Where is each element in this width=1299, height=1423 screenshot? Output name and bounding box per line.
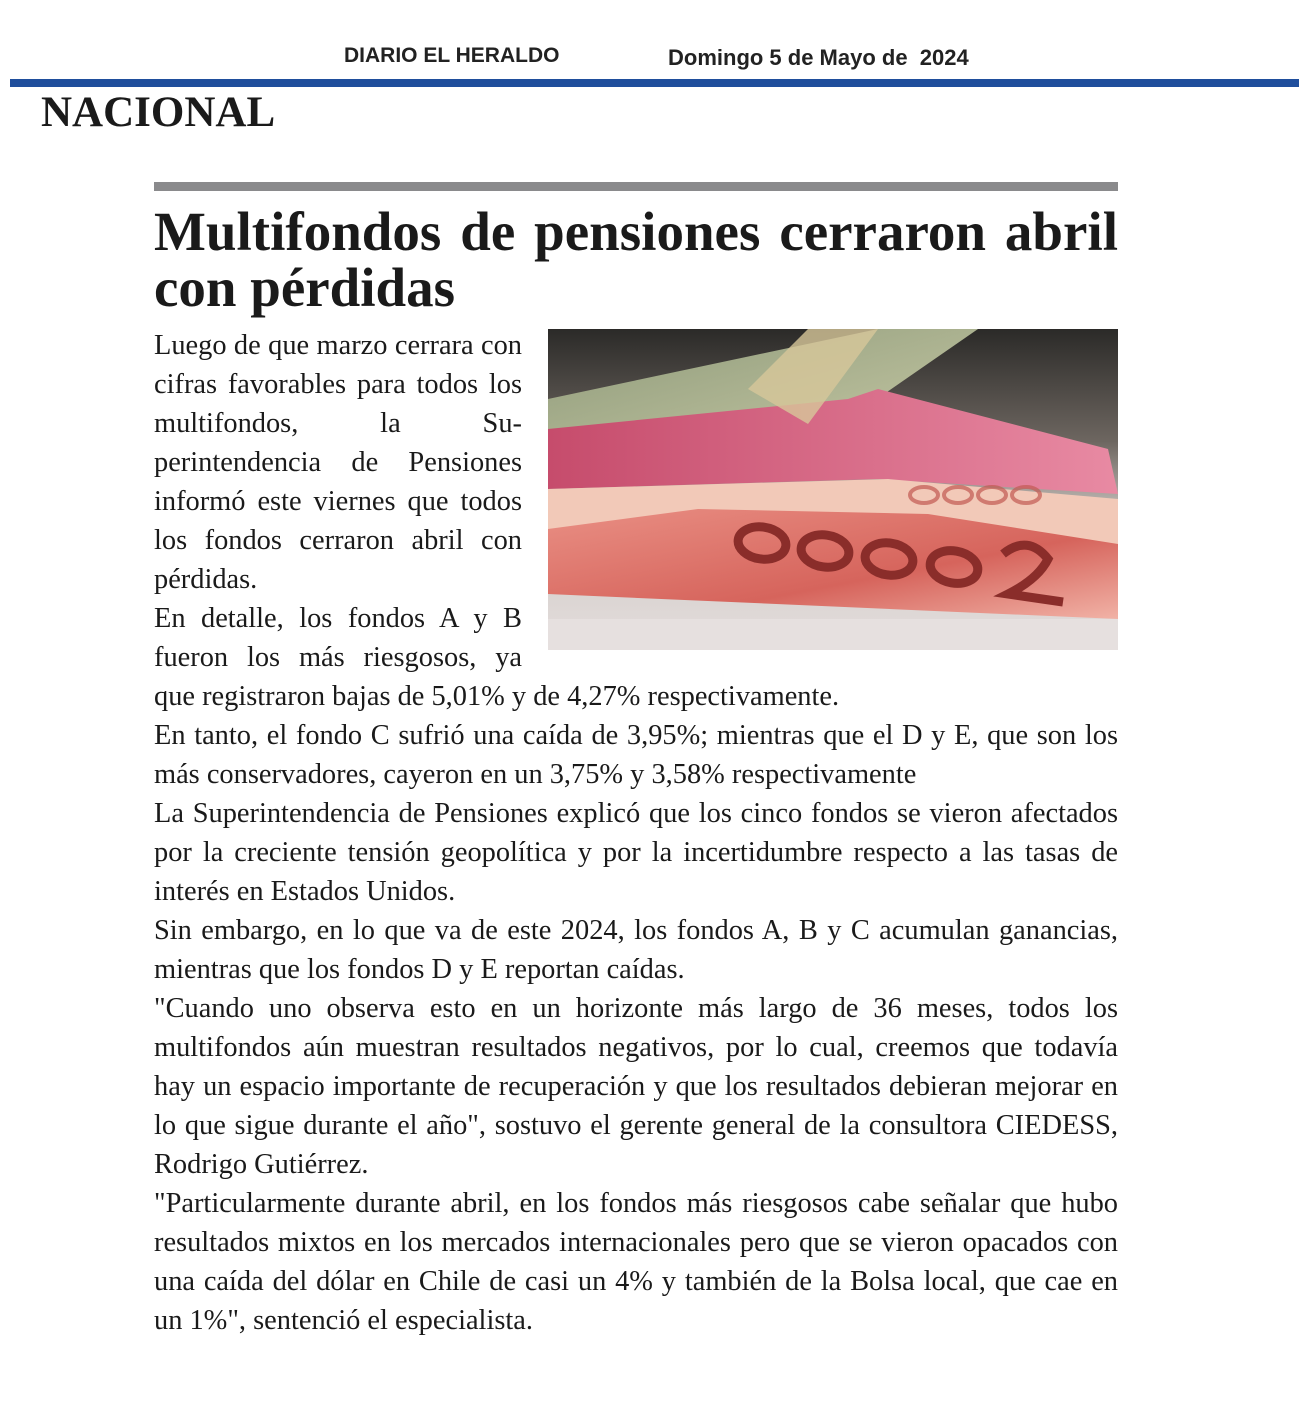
masthead-rule: [10, 79, 1299, 87]
paragraph: "Cuando uno observa esto en un horizonte más largo de 36 meses, todos los multifondos aún muestran resultados negativos, por lo cual, creemos que todavía hay un espacio importante de recuperación y que los resultados debieran mejorar en lo que sigue durante el año", sostuvo el gerente general de la consultora CIEDESS, Rodrigo Gutiérrez.: [154, 993, 1118, 1180]
article-body: [154, 326, 1118, 1340]
paragraph: Luego de que marzo cerrara con cifras favorables para todos los multifondos, la Superintendencia de Pensiones informó este viernes que todos los fondos cerraron abril con pérdidas.: [154, 330, 522, 595]
issue-date: Domingo 5 de Mayo de 2024: [668, 45, 969, 70]
paragraph: "Particularmente durante abril, en los fondos más riesgosos cabe señalar que hubo resultados mixtos en los mercados internacionales pero que se vieron opacados con una caída del dólar en Chile de casi un 4% y también de la Bolsa local, que cae en un 1%", sentenció el especialista.: [154, 1188, 1118, 1336]
headline-rule: [154, 182, 1118, 191]
article-headline: Multifondos de pensiones cerraron abril con pérdidas: [154, 201, 1118, 318]
paragraph: Sin embargo, en lo que va de este 2024, los fondos A, B y C acumulan ganancias, mientras que los fondos D y E reportan caídas.: [154, 915, 1118, 985]
section-title: NACIONAL: [41, 89, 276, 136]
paragraph: En detalle, los fondos A y B fueron los más riesgosos, ya que registraron bajas de 5,01% y de 4,27% respectivamente.: [154, 603, 840, 712]
photo-placeholder: [546, 326, 1118, 668]
newspaper-name: DIARIO EL HERALDO: [344, 44, 560, 67]
paragraph: La Superintendencia de Pensiones explicó que los cinco fondos se vieron afectados por la creciente tensión geopolítica y por la incertidumbre respecto a las tasas de interés en Estados Unidos.: [154, 798, 1118, 907]
paragraph: En tanto, el fondo C sufrió una caída de 3,95%; mientras que el D y E, que son los más conservadores, cayeron en un 3,75% y 3,58% respectivamente: [154, 720, 1118, 790]
